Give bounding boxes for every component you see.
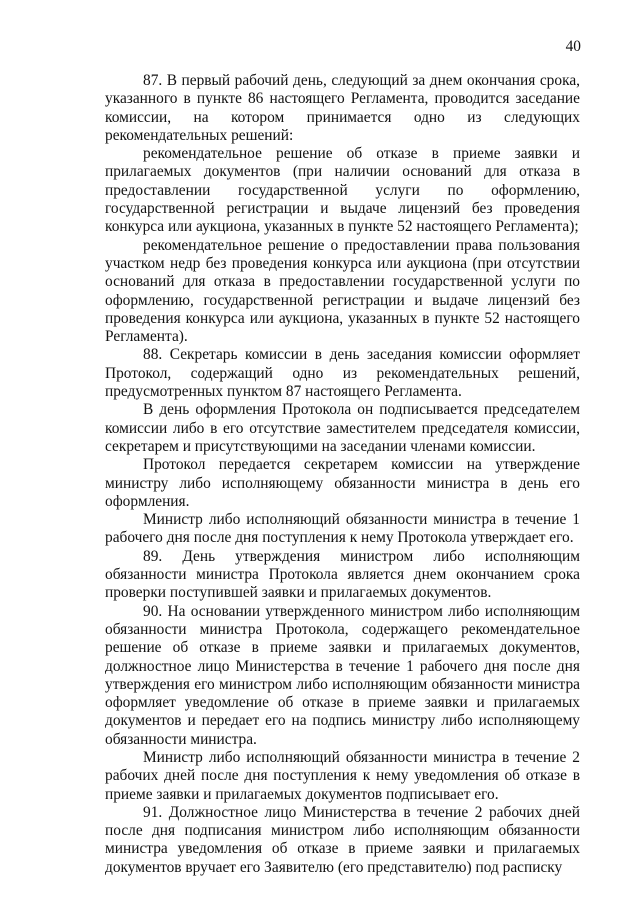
paragraph-90: 90. На основании утвержденного министром либо исполняющим обязанности министра Протокола, содержащего рекомендательное решение об отказе в приеме заявки и прилагаемых документов, должностное лицо Министерства в течение 1 рабочего дня после дня утверждения его министром либо исполняющим обязанности министра оформляет уведомление об отказе в приеме заявки и прилагаемых документов и передает его на подпись министру либо исполняющему обязанности министра. bbox=[105, 602, 580, 748]
paragraph-88: 88. Секретарь комиссии в день заседания комиссии оформляет Протокол, содержащий одно из рекомендательных решений, предусмотренных пунктом 87 настоящего Регламента. bbox=[105, 346, 580, 401]
paragraph-87: 87. В первый рабочий день, следующий за днем окончания срока, указанного в пункте 86 настоящего Регламента, проводится заседание комиссии, на котором принимается одно из следующих рекомендательных решений: bbox=[105, 72, 580, 144]
paragraph-90-signing: Министр либо исполняющий обязанности министра в течение 2 рабочих дней после дня поступления к нему уведомления об отказе в приеме заявки и прилагаемых документов подписывает его. bbox=[105, 748, 580, 803]
paragraph-88-transfer: Протокол передается секретарем комиссии на утверждение министру либо исполняющему обязанности министра в день его оформления. bbox=[105, 456, 580, 510]
paragraph-89: 89. День утверждения министром либо исполняющим обязанности министра Протокола является днем окончанием срока проверки поступившей заявки и прилагаемых документов. bbox=[105, 547, 580, 602]
paragraph-88-approval: Министр либо исполняющий обязанности министра в течение 1 рабочего дня после дня поступления к нему Протокола утверждает его. bbox=[105, 511, 580, 547]
paragraph-91: 91. Должностное лицо Министерства в течение 2 рабочих дней после дня подписания министром либо исполняющим обязанности министра уведомления об отказе в приеме заявки и прилагаемых документов вручает его Заявителю (его представителю) под расписку bbox=[105, 803, 580, 876]
page-number: 40 bbox=[565, 38, 581, 55]
paragraph-88-signing: В день оформления Протокола он подписывается председателем комиссии либо в его отсутствие заместителем председателя комиссии, секретарем и присутствующими на заседании членами комиссии. bbox=[105, 401, 580, 455]
paragraph-87-option-refusal: рекомендательное решение об отказе в приеме заявки и прилагаемых документов (при наличии оснований для отказа в предоставлении государственной услуги по оформлению, государственной регистрации и выдаче лицензий без проведения конкурса или аукциона, указанных в пункте 52 настоящего Регламента); bbox=[105, 145, 580, 236]
paragraph-87-option-grant: рекомендательное решение о предоставлении права пользования участком недр без проведения конкурса или аукциона (при отсутствии оснований для отказа в предоставлении государственной услуги по оформлению, государственной регистрации и выдаче лицензий без проведения конкурса или аукциона, указанных в пункте 52 настоящего Регламента). bbox=[105, 236, 580, 346]
document-body bbox=[105, 72, 580, 877]
